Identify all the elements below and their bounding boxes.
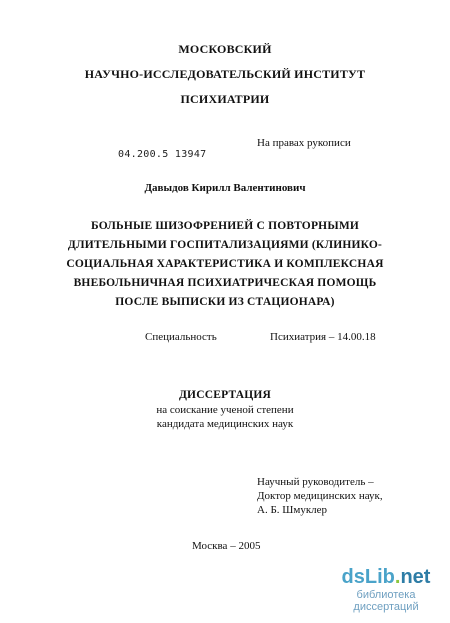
dissertation-heading: ДИССЕРТАЦИЯ: [178, 389, 272, 401]
title-line: СОЦИАЛЬНАЯ ХАРАКТЕРИСТИКА И КОМПЛЕКСНАЯ: [66, 258, 384, 270]
watermark-subtitle: библиотека диссертаций: [353, 589, 419, 613]
registration-stamp: 04.200.5 13947: [118, 149, 207, 160]
supervisor-line-1: Научный руководитель –: [257, 476, 374, 488]
supervisor-line-3: А. Б. Шмуклер: [257, 504, 328, 516]
dslib-logo: dsLib.net: [341, 566, 431, 588]
institute-line-3: ПСИХИАТРИИ: [180, 92, 270, 106]
title-line: ДЛИТЕЛЬНЫМИ ГОСПИТАЛИЗАЦИЯМИ (КЛИНИКО-: [67, 239, 383, 251]
institute-line-1: МОСКОВСКИЙ: [178, 42, 272, 56]
title-line: БОЛЬНЫЕ ШИЗОФРЕНИЕЙ С ПОВТОРНЫМИ: [90, 220, 360, 232]
institute-line-2: НАУЧНО-ИССЛЕДОВАТЕЛЬСКИЙ ИНСТИТУТ: [84, 67, 366, 81]
degree-line-1: на соискание ученой степени: [156, 404, 294, 416]
rights-note: На правах рукописи: [257, 137, 351, 149]
dslib-watermark: [330, 566, 442, 613]
degree-line-2: кандидата медицинских наук: [156, 418, 294, 430]
city-year: Москва – 2005: [192, 540, 261, 552]
specialty-value: Психиатрия – 14.00.18: [270, 331, 376, 343]
specialty-label: Специальность: [145, 331, 217, 343]
author-name: Давыдов Кирилл Валентинович: [144, 182, 306, 194]
title-line: ПОСЛЕ ВЫПИСКИ ИЗ СТАЦИОНАРА): [115, 296, 335, 308]
title-line: ВНЕБОЛЬНИЧНАЯ ПСИХИАТРИЧЕСКАЯ ПОМОЩЬ: [73, 277, 377, 289]
supervisor-line-2: Доктор медицинских наук,: [257, 490, 383, 502]
